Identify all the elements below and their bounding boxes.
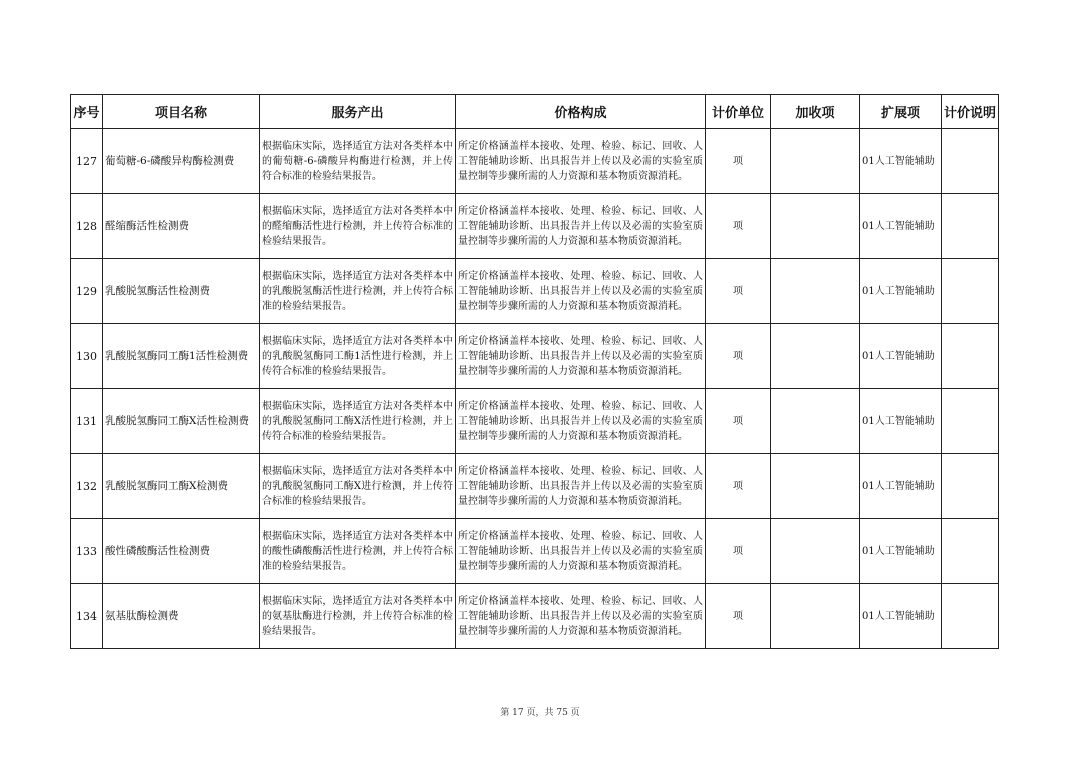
cell-pricing-note bbox=[942, 129, 999, 194]
cell-surcharge bbox=[771, 584, 860, 649]
cell-pricing-unit: 项 bbox=[706, 454, 771, 519]
cell-surcharge bbox=[771, 259, 860, 324]
cell-service-output: 根据临床实际，选择适宜方法对各类样本中的醛缩酶活性进行检测，并上传符合标准的检验结果报告。 bbox=[260, 194, 456, 259]
cell-pricing-note bbox=[942, 454, 999, 519]
cell-pricing-note bbox=[942, 584, 999, 649]
table-row bbox=[71, 584, 999, 649]
page-number-footer: 第 17 页，共 75 页 bbox=[500, 708, 580, 718]
cell-service-output: 根据临床实际，选择适宜方法对各类样本中的乳酸脱氢酶同工酶1活性进行检测，并上传符合标准的检验结果报告。 bbox=[260, 324, 456, 389]
cell-price-composition: 所定价格涵盖样本接收、处理、检验、标记、回收、人工智能辅助诊断、出具报告并上传以及必需的实验室质量控制等步骤所需的人力资源和基本物质资源消耗。 bbox=[456, 194, 706, 259]
cell-extension: 01人工智能辅助 bbox=[860, 584, 942, 649]
cell-serial: 129 bbox=[71, 259, 103, 324]
cell-pricing-unit: 项 bbox=[706, 584, 771, 649]
cell-serial: 134 bbox=[71, 584, 103, 649]
cell-price-composition: 所定价格涵盖样本接收、处理、检验、标记、回收、人工智能辅助诊断、出具报告并上传以及必需的实验室质量控制等步骤所需的人力资源和基本物质资源消耗。 bbox=[456, 324, 706, 389]
cell-item-name: 葡萄糖-6-磷酸异构酶检测费 bbox=[103, 129, 260, 194]
cell-pricing-unit: 项 bbox=[706, 324, 771, 389]
table-row bbox=[71, 259, 999, 324]
header-surcharge: 加收项 bbox=[771, 95, 860, 129]
cell-item-name: 乳酸脱氢酶同工酶X活性检测费 bbox=[103, 389, 260, 454]
cell-pricing-unit: 项 bbox=[706, 519, 771, 584]
cell-extension: 01人工智能辅助 bbox=[860, 389, 942, 454]
cell-extension: 01人工智能辅助 bbox=[860, 259, 942, 324]
cell-extension: 01人工智能辅助 bbox=[860, 454, 942, 519]
header-price-composition: 价格构成 bbox=[456, 95, 706, 129]
cell-surcharge bbox=[771, 324, 860, 389]
cell-service-output: 根据临床实际，选择适宜方法对各类样本中的氨基肽酶进行检测，并上传符合标准的检验结果报告。 bbox=[260, 584, 456, 649]
header-item-name: 项目名称 bbox=[103, 95, 260, 129]
cell-pricing-note bbox=[942, 259, 999, 324]
cell-service-output: 根据临床实际，选择适宜方法对各类样本中的葡萄糖-6-磷酸异构酶进行检测，并上传符合标准的检验结果报告。 bbox=[260, 129, 456, 194]
cell-item-name: 乳酸脱氢酶同工酶1活性检测费 bbox=[103, 324, 260, 389]
cell-price-composition: 所定价格涵盖样本接收、处理、检验、标记、回收、人工智能辅助诊断、出具报告并上传以及必需的实验室质量控制等步骤所需的人力资源和基本物质资源消耗。 bbox=[456, 259, 706, 324]
cell-price-composition: 所定价格涵盖样本接收、处理、检验、标记、回收、人工智能辅助诊断、出具报告并上传以及必需的实验室质量控制等步骤所需的人力资源和基本物质资源消耗。 bbox=[456, 454, 706, 519]
cell-extension: 01人工智能辅助 bbox=[860, 519, 942, 584]
pricing-table bbox=[70, 94, 999, 649]
table-row bbox=[71, 324, 999, 389]
cell-pricing-unit: 项 bbox=[706, 259, 771, 324]
cell-extension: 01人工智能辅助 bbox=[860, 194, 942, 259]
cell-surcharge bbox=[771, 519, 860, 584]
header-pricing-unit: 计价单位 bbox=[706, 95, 771, 129]
cell-pricing-note bbox=[942, 519, 999, 584]
cell-item-name: 乳酸脱氢酶同工酶X检测费 bbox=[103, 454, 260, 519]
table-row bbox=[71, 389, 999, 454]
cell-service-output: 根据临床实际，选择适宜方法对各类样本中的乳酸脱氢酶活性进行检测，并上传符合标准的检验结果报告。 bbox=[260, 259, 456, 324]
cell-serial: 128 bbox=[71, 194, 103, 259]
cell-extension: 01人工智能辅助 bbox=[860, 129, 942, 194]
cell-price-composition: 所定价格涵盖样本接收、处理、检验、标记、回收、人工智能辅助诊断、出具报告并上传以及必需的实验室质量控制等步骤所需的人力资源和基本物质资源消耗。 bbox=[456, 584, 706, 649]
cell-serial: 131 bbox=[71, 389, 103, 454]
cell-pricing-unit: 项 bbox=[706, 389, 771, 454]
table-row bbox=[71, 454, 999, 519]
cell-service-output: 根据临床实际，选择适宜方法对各类样本中的酸性磷酸酶活性进行检测，并上传符合标准的检验结果报告。 bbox=[260, 519, 456, 584]
cell-pricing-note bbox=[942, 324, 999, 389]
cell-item-name: 氨基肽酶检测费 bbox=[103, 584, 260, 649]
cell-service-output: 根据临床实际，选择适宜方法对各类样本中的乳酸脱氢酶同工酶X进行检测，并上传符合标准的检验结果报告。 bbox=[260, 454, 456, 519]
cell-price-composition: 所定价格涵盖样本接收、处理、检验、标记、回收、人工智能辅助诊断、出具报告并上传以及必需的实验室质量控制等步骤所需的人力资源和基本物质资源消耗。 bbox=[456, 519, 706, 584]
header-serial: 序号 bbox=[71, 95, 103, 129]
cell-surcharge bbox=[771, 194, 860, 259]
cell-price-composition: 所定价格涵盖样本接收、处理、检验、标记、回收、人工智能辅助诊断、出具报告并上传以及必需的实验室质量控制等步骤所需的人力资源和基本物质资源消耗。 bbox=[456, 389, 706, 454]
header-pricing-note: 计价说明 bbox=[942, 95, 999, 129]
table-row bbox=[71, 194, 999, 259]
table-row bbox=[71, 129, 999, 194]
cell-serial: 127 bbox=[71, 129, 103, 194]
cell-pricing-unit: 项 bbox=[706, 129, 771, 194]
cell-surcharge bbox=[771, 129, 860, 194]
header-extension: 扩展项 bbox=[860, 95, 942, 129]
cell-pricing-unit: 项 bbox=[706, 194, 771, 259]
cell-surcharge bbox=[771, 389, 860, 454]
cell-extension: 01人工智能辅助 bbox=[860, 324, 942, 389]
cell-serial: 132 bbox=[71, 454, 103, 519]
cell-serial: 133 bbox=[71, 519, 103, 584]
header-service-output: 服务产出 bbox=[260, 95, 456, 129]
cell-price-composition: 所定价格涵盖样本接收、处理、检验、标记、回收、人工智能辅助诊断、出具报告并上传以及必需的实验室质量控制等步骤所需的人力资源和基本物质资源消耗。 bbox=[456, 129, 706, 194]
cell-serial: 130 bbox=[71, 324, 103, 389]
table-header-row bbox=[71, 95, 999, 129]
cell-item-name: 醛缩酶活性检测费 bbox=[103, 194, 260, 259]
cell-pricing-note bbox=[942, 389, 999, 454]
cell-service-output: 根据临床实际，选择适宜方法对各类样本中的乳酸脱氢酶同工酶X活性进行检测，并上传符合标准的检验结果报告。 bbox=[260, 389, 456, 454]
cell-item-name: 乳酸脱氢酶活性检测费 bbox=[103, 259, 260, 324]
cell-pricing-note bbox=[942, 194, 999, 259]
cell-item-name: 酸性磷酸酶活性检测费 bbox=[103, 519, 260, 584]
table-row bbox=[71, 519, 999, 584]
cell-surcharge bbox=[771, 454, 860, 519]
